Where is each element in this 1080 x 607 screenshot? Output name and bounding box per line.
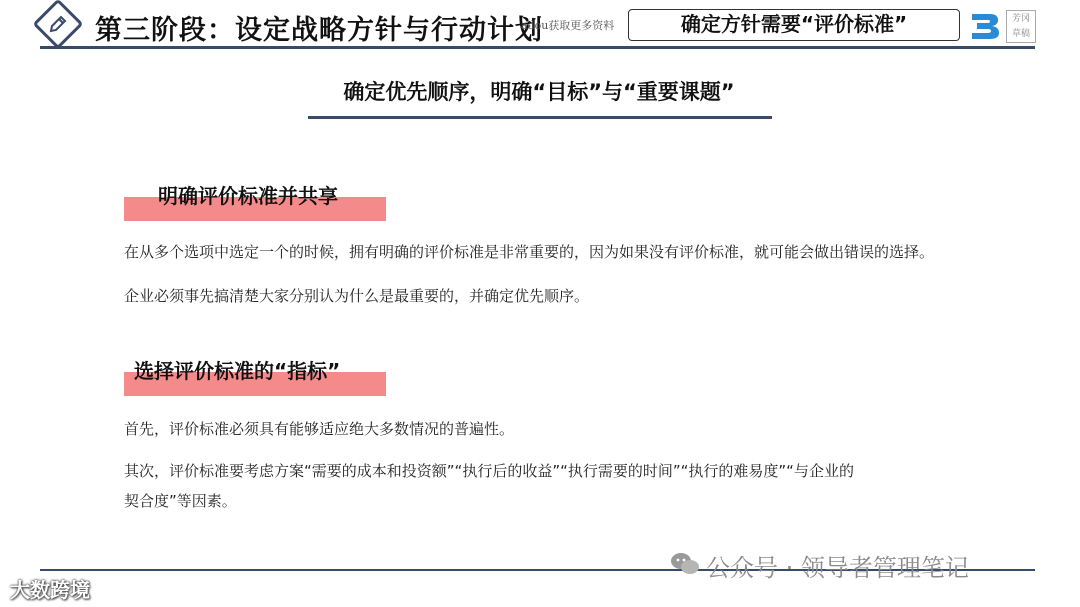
header-title: 第三阶段：设定战略方针与行动计划 — [95, 15, 543, 46]
footer-watermark: 公众号 · 领导者管理笔记 — [706, 554, 969, 582]
subtitle-underline — [308, 116, 772, 119]
corner-watermark: 大数跨境 — [10, 578, 90, 602]
paragraph: 首先，评价标准必须具有能够适应绝大多数情况的普遍性。 — [124, 420, 515, 438]
paragraph: 其次，评价标准要考虑方案“需要的成本和投资额”“执行后的收益”“执行需要的时间”“执行的难易度”“与企业的 — [124, 462, 854, 480]
topic-box: 确定方针需要“评价标准” — [628, 9, 960, 41]
brand-logo-icon — [968, 10, 1002, 46]
paragraph: 契合度”等因素。 — [124, 492, 237, 510]
header-watermark: adou获取更多资料 — [521, 19, 615, 32]
header-divider — [40, 46, 1035, 49]
section-title: 明确评价标准并共享 — [158, 184, 338, 208]
paragraph: 在从多个选项中选定一个的时候，拥有明确的评价标准是非常重要的，因为如果没有评价标准，就可能会做出错误的选择。 — [124, 243, 935, 261]
paragraph: 企业必须事先搞清楚大家分别认为什么是最重要的，并确定优先顺序。 — [124, 287, 590, 305]
wechat-icon — [670, 551, 700, 581]
pencil-logo-icon — [33, 0, 84, 49]
page-subtitle: 确定优先顺序，明确“目标”与“重要课题” — [343, 80, 735, 104]
section-title: 选择评价标准的“指标” — [134, 359, 341, 383]
brand-stamp: 芳冈 草稿 — [1006, 10, 1036, 43]
